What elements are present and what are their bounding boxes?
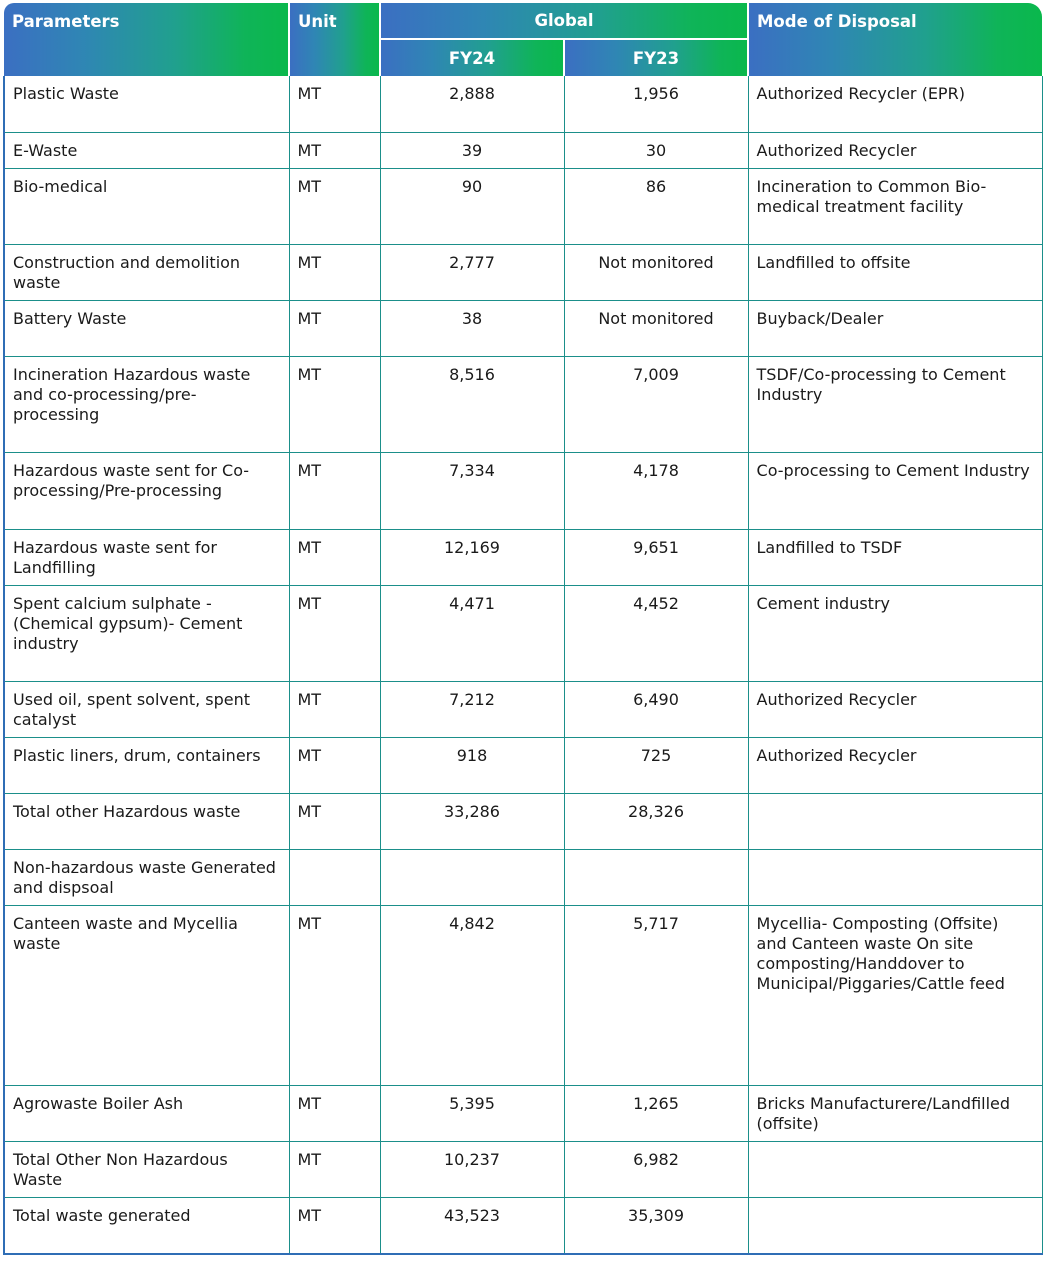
cell-fy23: 30 (564, 132, 748, 168)
cell-fy23: 725 (564, 737, 748, 793)
cell-fy24: 43,523 (380, 1197, 564, 1254)
cell-fy23: Not monitored (564, 244, 748, 300)
cell-unit: MT (289, 1197, 380, 1254)
cell-fy23: 6,982 (564, 1141, 748, 1197)
table-row (4, 529, 1042, 585)
cell-fy23: 86 (564, 168, 748, 244)
cell-parameter: Hazardous waste sent for Co-processing/Pre-processing (4, 452, 289, 529)
cell-parameter: Total Other Non Hazardous Waste (4, 1141, 289, 1197)
cell-parameter: Total other Hazardous waste (4, 793, 289, 849)
cell-mode-of-disposal: Authorized Recycler (748, 681, 1042, 737)
cell-fy24: 7,334 (380, 452, 564, 529)
cell-mode-of-disposal: Authorized Recycler (748, 737, 1042, 793)
cell-fy23: 1,956 (564, 76, 748, 132)
table-row (4, 681, 1042, 737)
table-row (4, 793, 1042, 849)
cell-mode-of-disposal: Mycellia- Composting (Offsite) and Canteen waste On site composting/Handdover to Municipal/Piggaries/Cattle feed (748, 905, 1042, 1085)
table-row (4, 132, 1042, 168)
cell-mode-of-disposal: Authorized Recycler (748, 132, 1042, 168)
cell-mode-of-disposal: Landfilled to TSDF (748, 529, 1042, 585)
cell-parameter: E-Waste (4, 132, 289, 168)
cell-fy24: 8,516 (380, 356, 564, 452)
waste-table-container (3, 3, 1041, 1255)
cell-fy23: 6,490 (564, 681, 748, 737)
cell-unit: MT (289, 793, 380, 849)
table-row (4, 1085, 1042, 1141)
table-row (4, 1197, 1042, 1254)
cell-fy23: 9,651 (564, 529, 748, 585)
cell-mode-of-disposal: Authorized Recycler (EPR) (748, 76, 1042, 132)
cell-fy24: 90 (380, 168, 564, 244)
cell-fy23: 4,178 (564, 452, 748, 529)
cell-unit: MT (289, 1141, 380, 1197)
cell-fy23: 28,326 (564, 793, 748, 849)
table-row (4, 1141, 1042, 1197)
cell-unit: MT (289, 529, 380, 585)
cell-unit: MT (289, 905, 380, 1085)
table-header (4, 3, 1042, 76)
cell-mode-of-disposal: Cement industry (748, 585, 1042, 681)
cell-fy24: 918 (380, 737, 564, 793)
table-row (4, 585, 1042, 681)
cell-unit: MT (289, 168, 380, 244)
cell-fy24: 33,286 (380, 793, 564, 849)
cell-parameter: Agrowaste Boiler Ash (4, 1085, 289, 1141)
cell-fy24: 2,888 (380, 76, 564, 132)
cell-parameter: Hazardous waste sent for Landfilling (4, 529, 289, 585)
cell-parameter: Used oil, spent solvent, spent catalyst (4, 681, 289, 737)
cell-unit: MT (289, 452, 380, 529)
header-fy24: FY24 (380, 39, 564, 76)
table-row (4, 76, 1042, 132)
cell-unit: MT (289, 300, 380, 356)
cell-fy24: 12,169 (380, 529, 564, 585)
cell-fy24: 38 (380, 300, 564, 356)
cell-parameter: Plastic liners, drum, containers (4, 737, 289, 793)
cell-mode-of-disposal (748, 793, 1042, 849)
cell-unit: MT (289, 737, 380, 793)
cell-parameter: Canteen waste and Mycellia waste (4, 905, 289, 1085)
cell-fy24: 10,237 (380, 1141, 564, 1197)
cell-parameter: Plastic Waste (4, 76, 289, 132)
cell-fy23: 5,717 (564, 905, 748, 1085)
cell-mode-of-disposal: Buyback/Dealer (748, 300, 1042, 356)
cell-unit (289, 849, 380, 905)
cell-unit: MT (289, 132, 380, 168)
cell-unit: MT (289, 76, 380, 132)
cell-fy23: 1,265 (564, 1085, 748, 1141)
cell-fy24 (380, 849, 564, 905)
table-row (4, 905, 1042, 1085)
cell-fy24: 4,471 (380, 585, 564, 681)
cell-fy23: Not monitored (564, 300, 748, 356)
table-row (4, 452, 1042, 529)
cell-parameter: Spent calcium sulphate -(Chemical gypsum)- Cement industry (4, 585, 289, 681)
cell-mode-of-disposal: Bricks Manufacturere/Landfilled (offsite) (748, 1085, 1042, 1141)
table-row (4, 300, 1042, 356)
cell-mode-of-disposal: TSDF/Co-processing to Cement Industry (748, 356, 1042, 452)
cell-mode-of-disposal: Co-processing to Cement Industry (748, 452, 1042, 529)
cell-parameter: Bio-medical (4, 168, 289, 244)
cell-unit: MT (289, 1085, 380, 1141)
header-global: Global (380, 3, 748, 39)
cell-fy24: 7,212 (380, 681, 564, 737)
cell-fy23: 35,309 (564, 1197, 748, 1254)
cell-mode-of-disposal: Incineration to Common Bio-medical treatment facility (748, 168, 1042, 244)
cell-unit: MT (289, 244, 380, 300)
table-row (4, 168, 1042, 244)
cell-fy24: 5,395 (380, 1085, 564, 1141)
cell-unit: MT (289, 681, 380, 737)
cell-unit: MT (289, 356, 380, 452)
table-body (4, 76, 1042, 1254)
cell-parameter: Battery Waste (4, 300, 289, 356)
cell-fy24: 4,842 (380, 905, 564, 1085)
cell-fy23: 4,452 (564, 585, 748, 681)
cell-mode-of-disposal (748, 1197, 1042, 1254)
cell-fy24: 2,777 (380, 244, 564, 300)
header-parameters: Parameters (4, 3, 289, 76)
header-unit: Unit (289, 3, 380, 76)
cell-unit: MT (289, 585, 380, 681)
cell-mode-of-disposal (748, 1141, 1042, 1197)
cell-fy24: 39 (380, 132, 564, 168)
table-row (4, 356, 1042, 452)
cell-parameter: Non-hazardous waste Generated and dispsoal (4, 849, 289, 905)
header-mode-of-disposal: Mode of Disposal (748, 3, 1042, 76)
table-row (4, 737, 1042, 793)
cell-parameter: Incineration Hazardous waste and co-processing/pre-processing (4, 356, 289, 452)
cell-mode-of-disposal: Landfilled to offsite (748, 244, 1042, 300)
cell-mode-of-disposal (748, 849, 1042, 905)
cell-fy23 (564, 849, 748, 905)
cell-fy23: 7,009 (564, 356, 748, 452)
table-row (4, 244, 1042, 300)
header-fy23: FY23 (564, 39, 748, 76)
waste-table (3, 3, 1043, 1255)
cell-parameter: Construction and demolition waste (4, 244, 289, 300)
cell-parameter: Total waste generated (4, 1197, 289, 1254)
table-row (4, 849, 1042, 905)
